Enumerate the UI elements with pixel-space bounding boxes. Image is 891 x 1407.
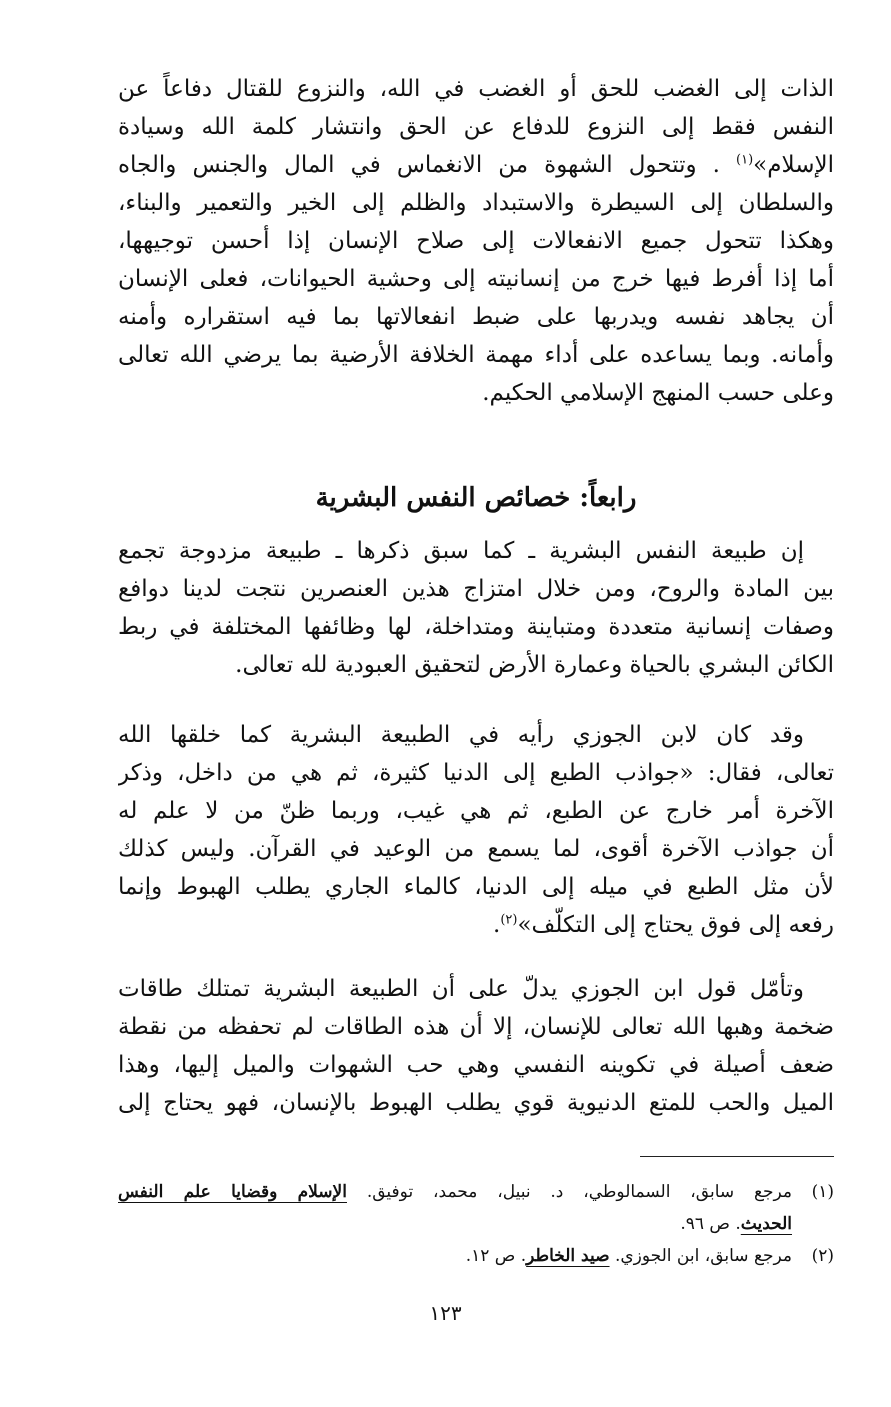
- paragraph: [118, 970, 834, 1122]
- book-title: صيد الخاطر: [526, 1246, 610, 1266]
- page-number: ١٢٣: [429, 1301, 462, 1325]
- paragraph-continuation: [118, 70, 834, 412]
- footnote-1: [118, 1176, 834, 1208]
- text-line: وعلى حسب المنهج الإسلامي الحكيم.: [482, 380, 834, 406]
- footnote-ref-1: (١): [736, 152, 754, 168]
- footnote-text: [118, 1208, 792, 1240]
- footnote-citation: مرجع سابق، ابن الجوزي.: [614, 1246, 792, 1266]
- text-line: [118, 906, 834, 944]
- book-title: الحديث: [740, 1214, 792, 1234]
- footnote-citation: مرجع سابق، السمالوطي، د. نبيل، محمد، توفيق.: [366, 1182, 793, 1202]
- footnote-page: . ص ٩٦.: [680, 1214, 741, 1234]
- text-line: أن جواذب الآخرة أقوى، لما يسمع من الوعيد في القرآن. وليس كذلك: [118, 836, 834, 862]
- footnote-page: . ص ١٢.: [465, 1246, 527, 1266]
- text-line: [118, 146, 834, 184]
- book-title: الإسلام وقضايا علم النفس: [118, 1182, 347, 1202]
- text-line: تعالى، فقال: «جواذب الطبع إلى الدنيا كثيرة، ثم هي من داخل، وذكر: [118, 760, 834, 786]
- footnote-2: [118, 1240, 834, 1272]
- text-line: لأن مثل الطبع في ميله إلى الدنيا، كالماء الجاري يطلب الهبوط وإنما: [118, 874, 834, 900]
- text-line: وهكذا تتحول جميع الانفعالات إلى صلاح الإنسان إذا أحسن توجيهها،: [118, 228, 834, 254]
- text-line: وتأمّل قول ابن الجوزي يدلّ على أن الطبيعة البشرية تمتلك طاقات: [118, 976, 804, 1002]
- text-line: ضخمة وهبها الله تعالى للإنسان، إلا أن هذه الطاقات لم تحفظه من نقطة: [118, 1014, 834, 1040]
- text-line: وقد كان لابن الجوزي رأيه في الطبيعة البشرية كما خلقها الله: [118, 722, 804, 748]
- footnote-text: [118, 1240, 792, 1272]
- text-line: الذات إلى الغضب للحق أو الغضب في الله، والنزوع للقتال دفاعاً عن: [118, 76, 834, 102]
- text-line: الآخرة أمر خارج عن الطبع، ثم هي غيب، وربما ظنّ من لا علم له: [118, 798, 834, 824]
- quote-end-text: الإسلام»: [753, 152, 834, 178]
- text-line: أما إذا أفرط فيها خرج من إنسانيته إلى وحشية الحيوانات، فعلى الإنسان: [118, 266, 834, 292]
- text-line: وصفات إنسانية متعددة ومتباينة ومتداخلة، لها وظائفها المختلفة في ربط: [118, 614, 834, 640]
- footnote-number: (٢): [811, 1246, 834, 1266]
- footnotes: [118, 1176, 834, 1272]
- footnote-divider: [640, 1156, 834, 1157]
- text-line: الكائن البشري بالحياة وعمارة الأرض لتحقيق العبودية لله تعالى.: [235, 652, 834, 678]
- text-segment: .: [493, 912, 501, 938]
- text-line: بين المادة والروح، ومن خلال امتزاج هذين العنصرين نتجت لدينا دوافع: [118, 576, 834, 602]
- text-line: والسلطان إلى السيطرة والاستبداد والظلم إلى الخير والتعمير والبناء،: [118, 190, 834, 216]
- section-heading: رابعاً: خصائص النفس البشرية: [315, 483, 637, 513]
- text-line: وأمانه. وبما يساعده على أداء مهمة الخلافة الأرضية بما يرضي الله تعالى: [118, 342, 834, 368]
- text-line: الميل والحب للمتع الدنيوية قوي يطلب الهبوط بالإنسان، فهو يحتاج إلى: [118, 1090, 834, 1116]
- footnote-number: (١): [811, 1182, 834, 1202]
- paragraph: [118, 532, 834, 684]
- text-line: ضعف أصيلة في تكوينه النفسي وهي حب الشهوات والميل إليها، وهذا: [118, 1052, 834, 1078]
- text-segment: . وتتحول الشهوة من الانغماس في المال والجنس والجاه: [118, 152, 720, 178]
- text-line: أن يجاهد نفسه ويدربها على ضبط انفعالاتها بما فيه استقراره وأمنه: [118, 304, 834, 330]
- footnote-1-continued: [118, 1208, 834, 1240]
- footnote-text: [118, 1176, 792, 1208]
- paragraph-quote: [118, 716, 834, 944]
- text-line: إن طبيعة النفس البشرية ـ كما سبق ذكرها ـ طبيعة مزدوجة تجمع: [118, 538, 804, 564]
- text-line: النفس فقط إلى النزوع للدفاع عن الحق وانتشار كلمة الله وسيادة: [118, 114, 834, 140]
- footnote-ref-2: (٢): [500, 912, 518, 928]
- text-segment: رفعه إلى فوق يحتاج إلى التكلّف»: [517, 912, 834, 938]
